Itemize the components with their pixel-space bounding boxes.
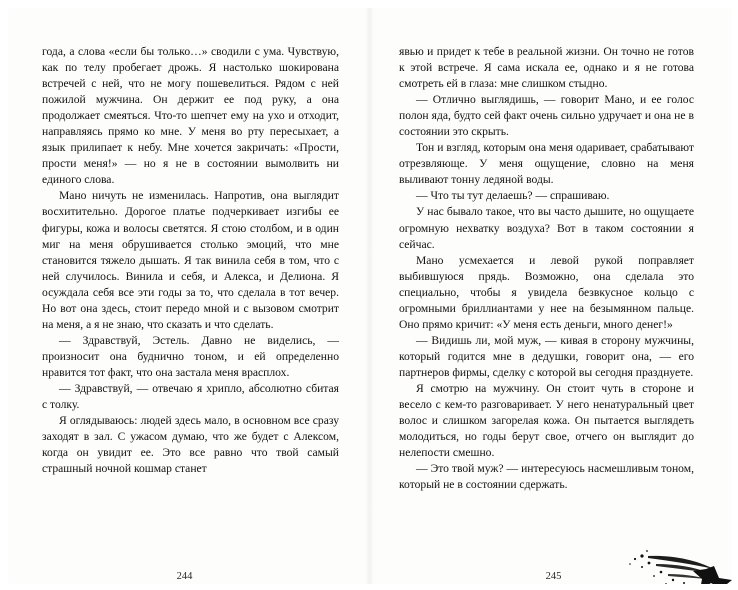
right-page [369,44,738,582]
paragraph: — Это твой муж? — интересуюсь насмешливым тоном, который не в состоянии сдержать. [399,462,694,492]
paragraph: года, а слова «если бы только…» сводили с ума. Чувствую, как по телу пробегает дрожь. Я настолько шокирована встречей с ней, что не могу пошевелиться. Рядом с ней пожилой мужчина. Он держит ее под руку, а она продолжает смеяться. Что-то шепчет ему на ухо и отходит, направляясь прямо ко мне. У меня во рту пересыхает, а язык прилипает к небу. Мне хочется закричать: «Прости, прости меня!» — но я не в состоянии вымолвить ни единого слова. [42,45,339,187]
left-page-text [42,44,339,477]
paragraph: Я смотрю на мужчину. Он стоит чуть в стороне и весело с кем-то разговаривает. У него ненатуральный цвет волос и слишком загорелая кожа. Он пытается выглядеть молодиться, но годы берут свое, отчего он выглядит до нелепости смешно. [399,381,694,460]
paragraph: — Что ты тут делаешь? — спрашиваю. [416,189,610,203]
paragraph: — Отлично выглядишь, — говорит Мано, и ее голос полон яда, будто сей факт очень сильно удручает и она не в состоянии это скрыть. [399,93,694,139]
spread-columns [0,44,738,582]
page-edge-right [732,0,738,590]
page-edge-bottom [0,584,738,590]
paragraph: — Здравствуй, Эстель. Давно не виделись, — произносит она буднично тоном, и ей определенно нравится тот факт, что она застала меня врасплох. [42,333,339,379]
page-edge-top [0,0,738,8]
page-number-left: 244 [176,571,193,582]
paragraph: — Здравствуй, — отвечаю я хрипло, абсолютно сбитая с толку. [42,381,339,412]
paragraph: Я оглядываюсь: людей здесь мало, в основном все сразу заходят в зал. С ужасом думаю, что же будет с Алексом, когда он увидит ее. Это все равно что твой самый страшный ночной кошмар станет [42,414,339,476]
page-edge-left [0,0,8,590]
right-page-text [399,44,694,493]
paragraph: — Видишь ли, мой муж, — кивая в сторону мужчины, который годится мне в дедушки, говорит она, — его партнеров фирмы, сделку с которой вы сегодня празднуете. [399,333,694,379]
paragraph: У нас бывало такое, что вы часто дышите, но ощущаете огромную нехватку воздуха? Вот в таком состоянии я сейчас. [399,205,694,251]
paragraph: Мано усмехается и левой рукой поправляет выбившуюся прядь. Возможно, она сделала это специально, чтобы я увидела безвкусное кольцо с огромными бриллиантами у нее на безымянном пальце. Оно прямо кричит: «У меня есть деньги, много денег!» [399,253,694,331]
page-number-right: 245 [545,571,562,582]
paragraph: Тон и взгляд, которым она меня одаривает, срабатывают отрезвляюще. У меня ощущение, словно на меня выливают тонну ледяной воды. [399,141,694,187]
left-page [0,44,369,582]
paragraph: Мано ничуть не изменилась. Напротив, она выглядит восхитительно. Дорогое платье подчеркивает изгибы ее фигуры, кожа и волосы светятся. Я стою столбом, и в один миг на меня обрушивается столько эмоций, что мне становится тяжело дышать. Я так винила себя в том, что с ней случилось. Винила и себя, и Алекса, и Делиона. Я осуждала себя все эти годы за то, что сделала в тот вечер. Но вот она здесь, стоит передо мной и с вызовом смотрит на меня, а я не знаю, что сказать и что сделать. [42,189,339,331]
paragraph: явью и придет к тебе в реальной жизни. Он точно не готов к этой встрече. Я сама искала ее, однако и я не готова смотреть ей в глаза: мне слишком стыдно. [399,45,694,91]
